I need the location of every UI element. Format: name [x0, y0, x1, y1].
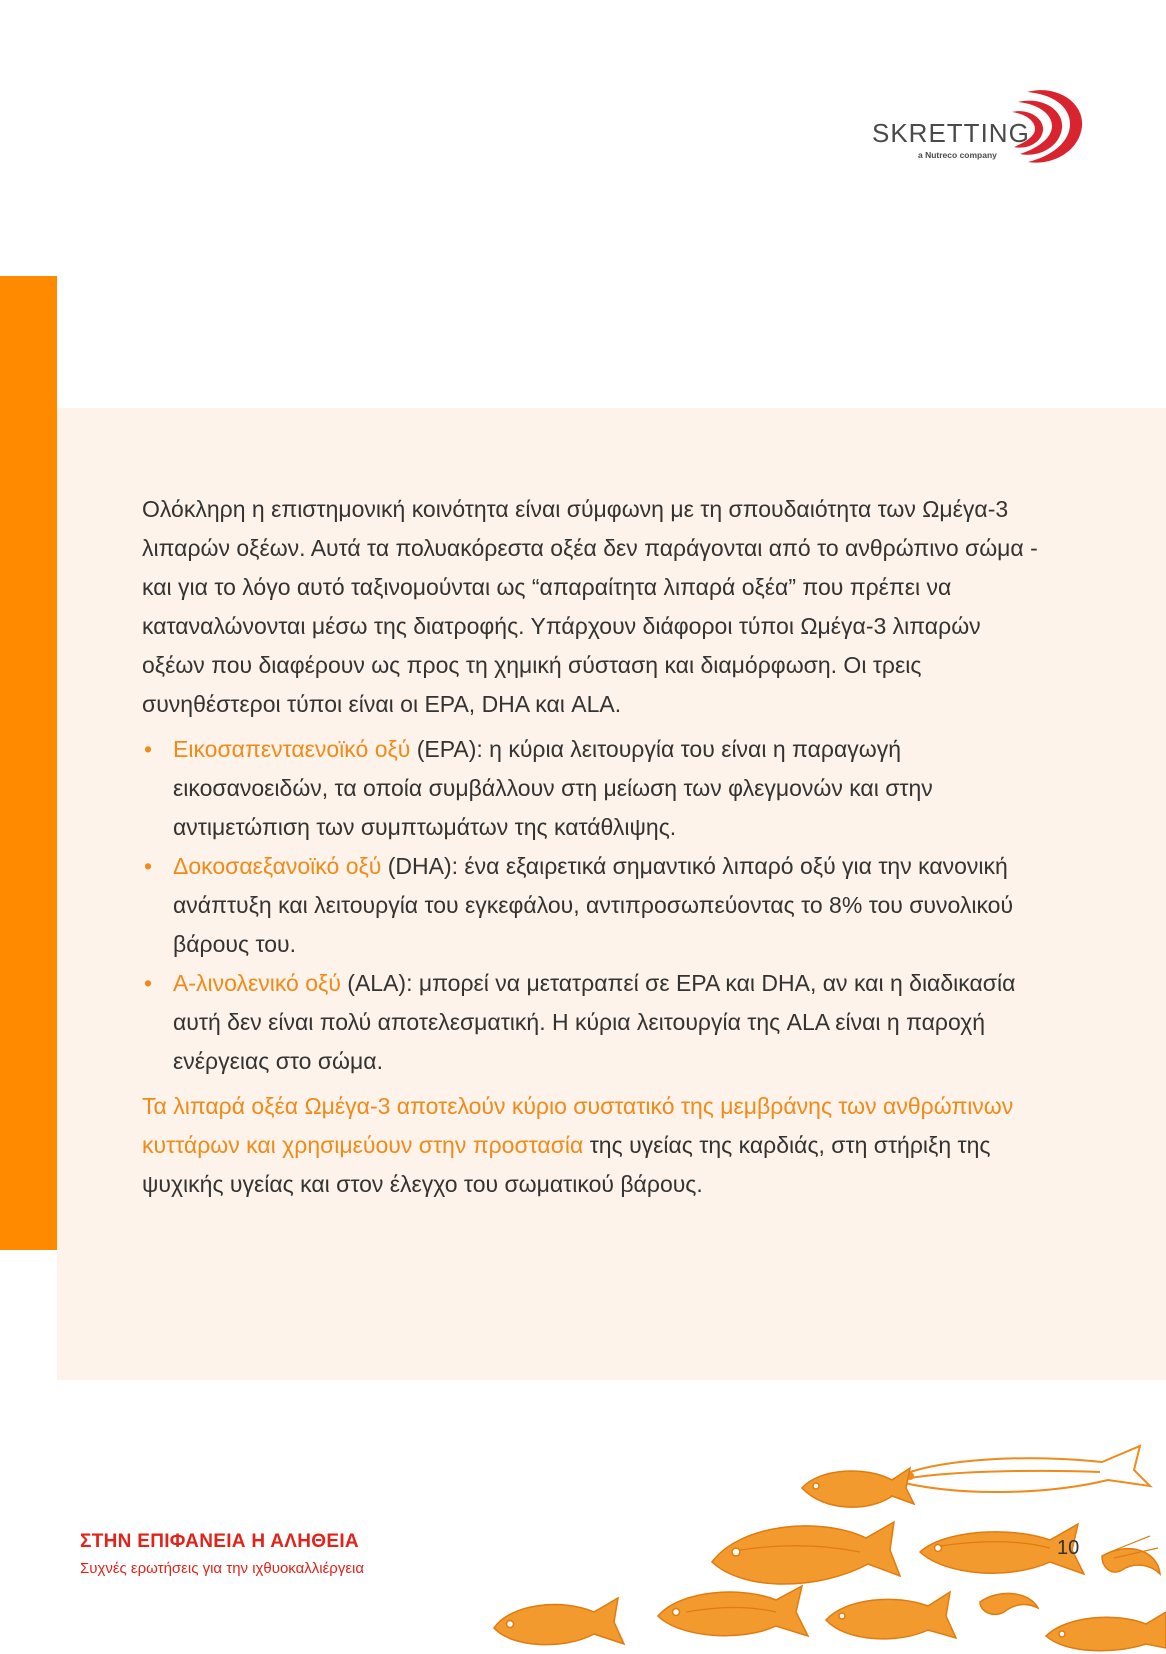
- skretting-logo: [872, 84, 1086, 168]
- closing-paragraph: [142, 1087, 1042, 1204]
- list-item-epa: [142, 730, 1042, 847]
- intro-paragraph: Ολόκληρη η επιστημονική κοινότητα είναι σύμφωνη με τη σπουδαιότητα των Ωμέγα-3 λιπαρών οξέων. Αυτά τα πολυακόρεστα οξέα δεν παράγονται από το ανθρώπινο σώμα - και για το λόγο αυτό ταξινομούνται ως “απαραίτητα λιπαρά οξέα” που πρέπει να καταναλώνονται μέσω της διατροφής. Υπάρχουν διάφοροι τύποι Ωμέγα-3 λιπαρών οξέων που διαφέρουν ως προς τη χημική σύσταση και διαμόρφωση. Οι τρεις συνηθέστεροι τύποι είναι οι EPA, DHA και ALA.: [142, 496, 1038, 717]
- list-item-ala: [142, 964, 1042, 1081]
- accent-bar: [0, 276, 57, 1250]
- body-text: [142, 490, 1042, 1204]
- bullet-term: Α-λινολενικό οξύ: [173, 970, 341, 996]
- bullet-term: Εικοσαπενταενοϊκό οξύ: [173, 736, 411, 762]
- bullet-icon: •: [144, 853, 153, 879]
- bullet-icon: •: [144, 736, 153, 762]
- logo-tagline: a Nutreco company: [918, 150, 997, 160]
- bullet-term: Δοκοσαεξανοϊκό οξύ: [173, 853, 382, 879]
- omega3-type-list: [142, 730, 1042, 1081]
- bullet-description: (ALA): μπορεί να μετατραπεί σε EPA και DHA, αν και η διαδικασία αυτή δεν είναι πολύ αποτελεσματική. Η κύρια λειτουργία της ALA είναι η παροχή ενέργειας στο σώμα.: [173, 970, 1016, 1074]
- closing-rest: της υγείας της καρδιάς, στη στήριξη της ψυχικής υγείας και στον έλεγχο του σωματικού βάρους.: [142, 1132, 991, 1197]
- bullet-icon: •: [144, 970, 153, 996]
- footer-subtitle: Συχνές ερωτήσεις για την ιχθυοκαλλιέργεια: [80, 1560, 365, 1577]
- list-item-dha: [142, 847, 1042, 964]
- footer-title: ΣΤΗΝ ΕΠΙΦΑΝΕΙΑ Η ΑΛΗΘΕΙΑ: [80, 1531, 359, 1552]
- page-number: 10: [1057, 1537, 1080, 1559]
- logo-wordmark: SKRETTING: [872, 118, 1030, 148]
- logo-swirl-icon: [972, 84, 1088, 166]
- bullet-description: (DHA): ένα εξαιρετικά σημαντικό λιπαρό οξύ για την κανονική ανάπτυξη και λειτουργία του εγκεφάλου, αντιπροσωπεύοντας το 8% του συνολικού βάρους του.: [173, 853, 1014, 957]
- closing-highlight: Τα λιπαρά οξέα Ωμέγα-3 αποτελούν κύριο συστατικό της μεμβράνης των ανθρώπινων κυττάρων και χρησιμεύουν στην προστασία: [142, 1093, 1014, 1158]
- bullet-description: (EPA): η κύρια λειτουργία του είναι η παραγωγή εικοσανοειδών, τα οποία συμβάλλουν στη μείωση των φλεγμονών και στην αντιμετώπιση των συμπτωμάτων της κατάθλιψης.: [173, 736, 933, 840]
